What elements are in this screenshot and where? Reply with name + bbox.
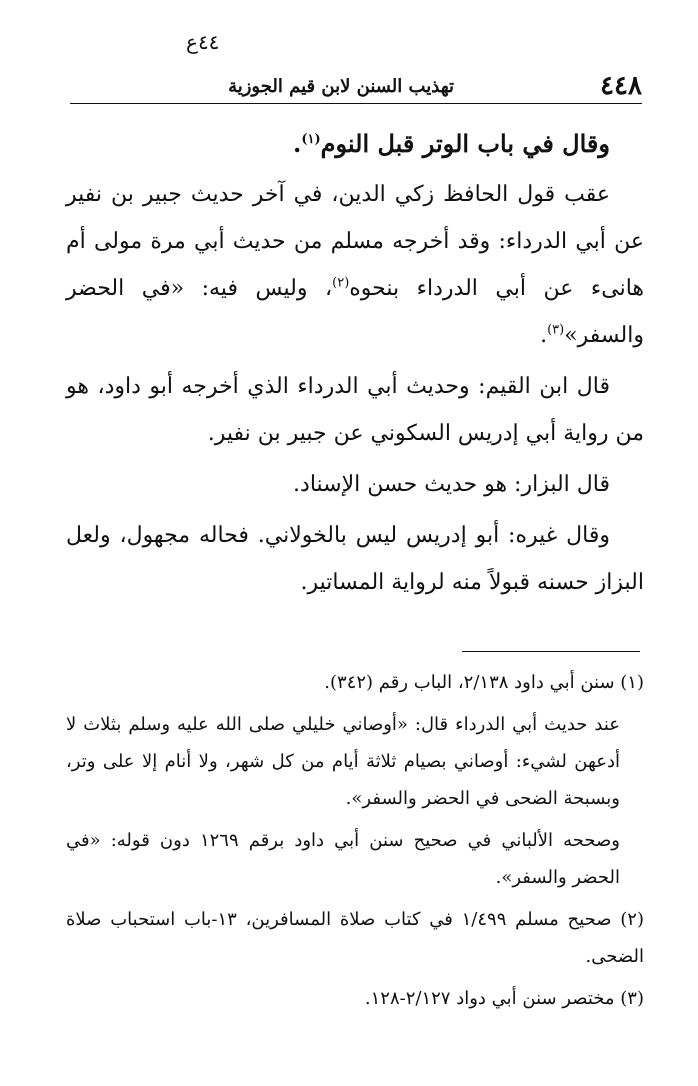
footnote-ref-2: (٢) [332, 275, 350, 291]
running-head [70, 70, 642, 104]
heading-text: وقال في باب الوتر قبل النوم [320, 129, 610, 158]
heading-end: . [293, 129, 302, 158]
footnote-2: (٢) صحيح مسلم ١/٤٩٩ في كتاب صلاة المسافرين، ١٣-باب استحباب صلاة الضحى. [66, 909, 644, 967]
paragraph-1 [66, 171, 644, 359]
paragraph-4: وقال غيره: أبو إدريس ليس بالخولاني. فحاله مجهول، ولعل البزاز حسنه قبولاً منه لرواية المساتير. [66, 523, 644, 595]
paragraph-1-part-2: ، وليس فيه: «في الحضر والسفر» [66, 276, 644, 348]
footnote-ref-3: (٣) [547, 322, 565, 338]
page-number: ٤٤٨ [600, 71, 642, 101]
footnotes [66, 664, 644, 1022]
paragraph-2: قال ابن القيم: وحديث أبي الدرداء الذي أخرجه أبو داود، هو من رواية أبي إدريس السكوني عن جبير بن نفير. [66, 374, 644, 446]
footnote-3: (٣) مختصر سنن أبي دواد ٢/١٢٧-١٢٨. [364, 988, 644, 1009]
footnote-ref-1: (١) [301, 132, 321, 147]
paragraph-1-part-1: عقب قول الحافظ زكي الدين، في آخر حديث جبير بن نفير عن أبي الدرداء: وقد أخرجه مسلم من حديث أبي مرة مولى أم هانىء عن أبي الدرداء بنحوه [66, 182, 645, 301]
book-title: تهذيب السنن لابن قيم الجوزية [228, 76, 454, 97]
footnote-divider [462, 651, 640, 652]
section-heading [66, 120, 644, 167]
signature-mark: ٤٤ع [186, 30, 220, 54]
footnote-1-text-2: وصححه الألباني في صحيح سنن أبي داود برقم ١٢٦٩ دون قوله: «في الحضر والسفر». [66, 830, 620, 888]
footnote-1-citation: (١) سنن أبي داود ٢/١٣٨، الباب رقم (٣٤٢). [324, 672, 644, 693]
paragraph-1-part-3: . [540, 323, 548, 348]
main-text [66, 120, 644, 610]
paragraph-3: قال البزار: هو حديث حسن الإسناد. [293, 472, 610, 497]
footnote-1-text: عند حديث أبي الدرداء قال: «أوصاني خليلي صلى الله عليه وسلم بثلاث لا أدعهن لشيء: أوصاني بصيام ثلاثة أيام من كل شهر، ولا أنام إلا على وتر، وبسبحة الضحى في الحضر والسفر». [66, 714, 620, 809]
